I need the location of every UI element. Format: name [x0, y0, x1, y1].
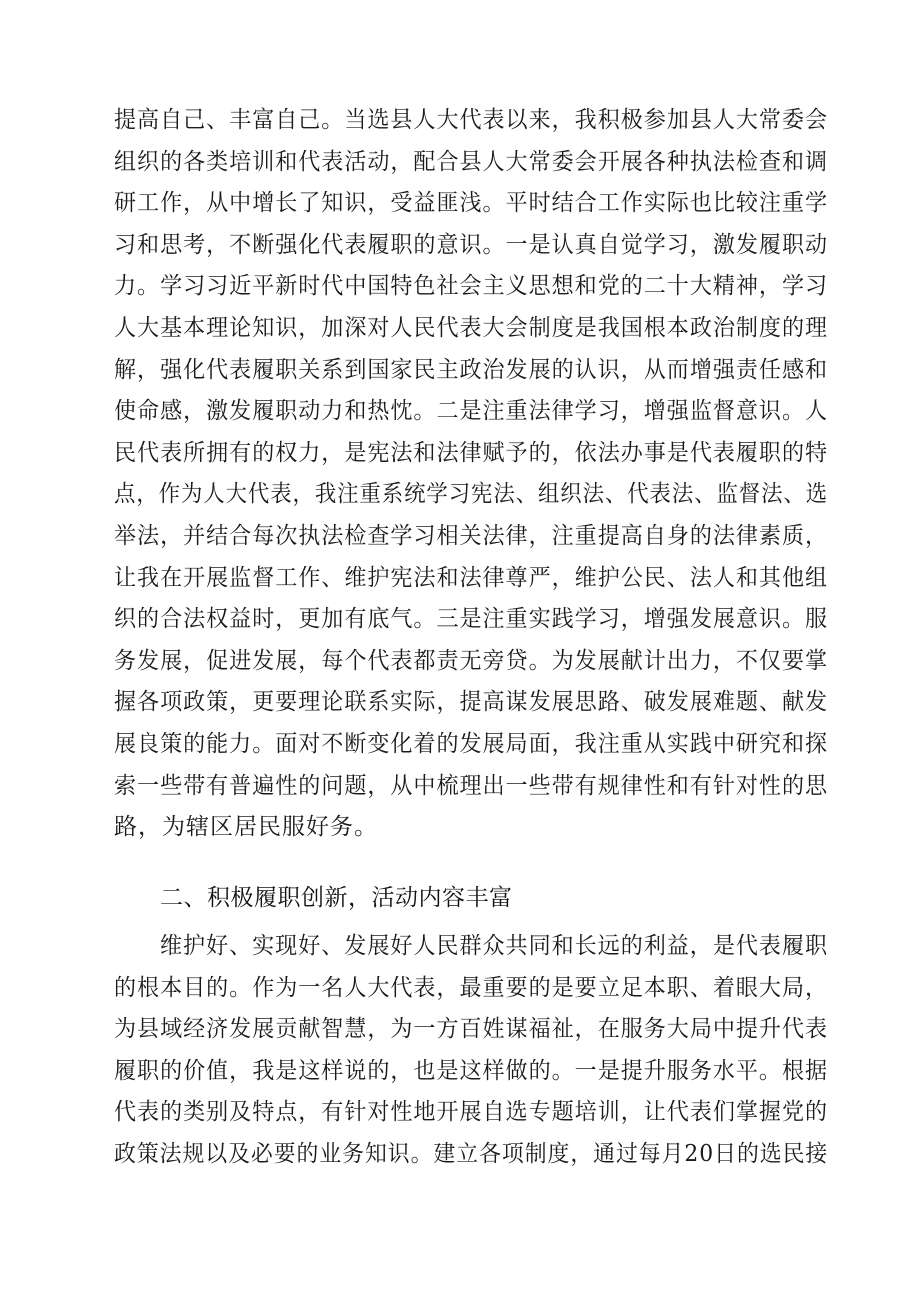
text-line: 研工作，从中增长了知识，受益匪浅。平时结合工作实际也比较注重学 [114, 190, 829, 217]
text-line: 为县域经济发展贡献智慧，为一方百姓谋福祉，在服务大局中提升代表 [114, 1016, 829, 1043]
section-heading: 二、积极履职创新，活动内容丰富 [160, 885, 513, 911]
text-line: 使命感，激发履职动力和热忱。二是注重法律学习，增强监督意识。人 [114, 398, 829, 425]
text-line: 维护好、实现好、发展好人民群众共同和长远的利益，是代表履职 [160, 933, 829, 959]
text-line: 民代表所拥有的权力，是宪法和法律赋予的，依法办事是代表履职的特 [114, 439, 829, 466]
text-line: 索一些带有普遍性的问题，从中梳理出一些带有规律性和有针对性的思 [114, 772, 829, 799]
text-line: 握各项政策，更要理论联系实际，提高谋发展思路、破发展难题、献发 [114, 689, 829, 716]
text-line: 点，作为人大代表，我注重系统学习宪法、组织法、代表法、监督法、选 [114, 481, 829, 508]
text-line: 习和思考，不断强化代表履职的意识。一是认真自觉学习，激发履职动 [114, 231, 829, 258]
text-line: 政策法规以及必要的业务知识。建立各项制度，通过每月20日的选民接 [114, 1141, 829, 1167]
text-line: 织的合法权益时，更加有底气。三是注重实践学习，增强发展意识。服 [114, 606, 829, 633]
text-line: 展良策的能力。面对不断变化着的发展局面，我注重从实践中研究和探 [114, 731, 829, 757]
text-line: 举法，并结合每次执法检查学习相关法律，注重提高自身的法律素质， [114, 523, 829, 549]
text-line: 路，为辖区居民服好务。 [114, 814, 378, 841]
text-line: 力。学习习近平新时代中国特色社会主义思想和党的二十大精神，学习 [114, 273, 829, 300]
text-line: 代表的类别及特点，有针对性地开展自选专题培训，让代表们掌握党的 [114, 1099, 829, 1126]
text-line: 人大基本理论知识，加深对人民代表大会制度是我国根本政治制度的理 [114, 315, 829, 341]
text-line: 的根本目的。作为一名人大代表，最重要的是要立足本职、着眼大局， [114, 974, 829, 1001]
text-line: 让我在开展监督工作、维护宪法和法律尊严，维护公民、法人和其他组 [114, 564, 829, 591]
text-line: 务发展，促进发展，每个代表都责无旁贷。为发展献计出力，不仅要掌 [114, 647, 829, 674]
text-line: 解，强化代表履职关系到国家民主政治发展的认识，从而增强责任感和 [114, 356, 829, 383]
text-line: 组织的各类培训和代表活动，配合县人大常委会开展各种执法检查和调 [114, 148, 829, 175]
text-line: 提高自己、丰富自己。当选县人大代表以来，我积极参加县人大常委会 [114, 107, 829, 133]
text-line: 履职的价值，我是这样说的，也是这样做的。一是提升服务水平。根据 [114, 1057, 829, 1084]
